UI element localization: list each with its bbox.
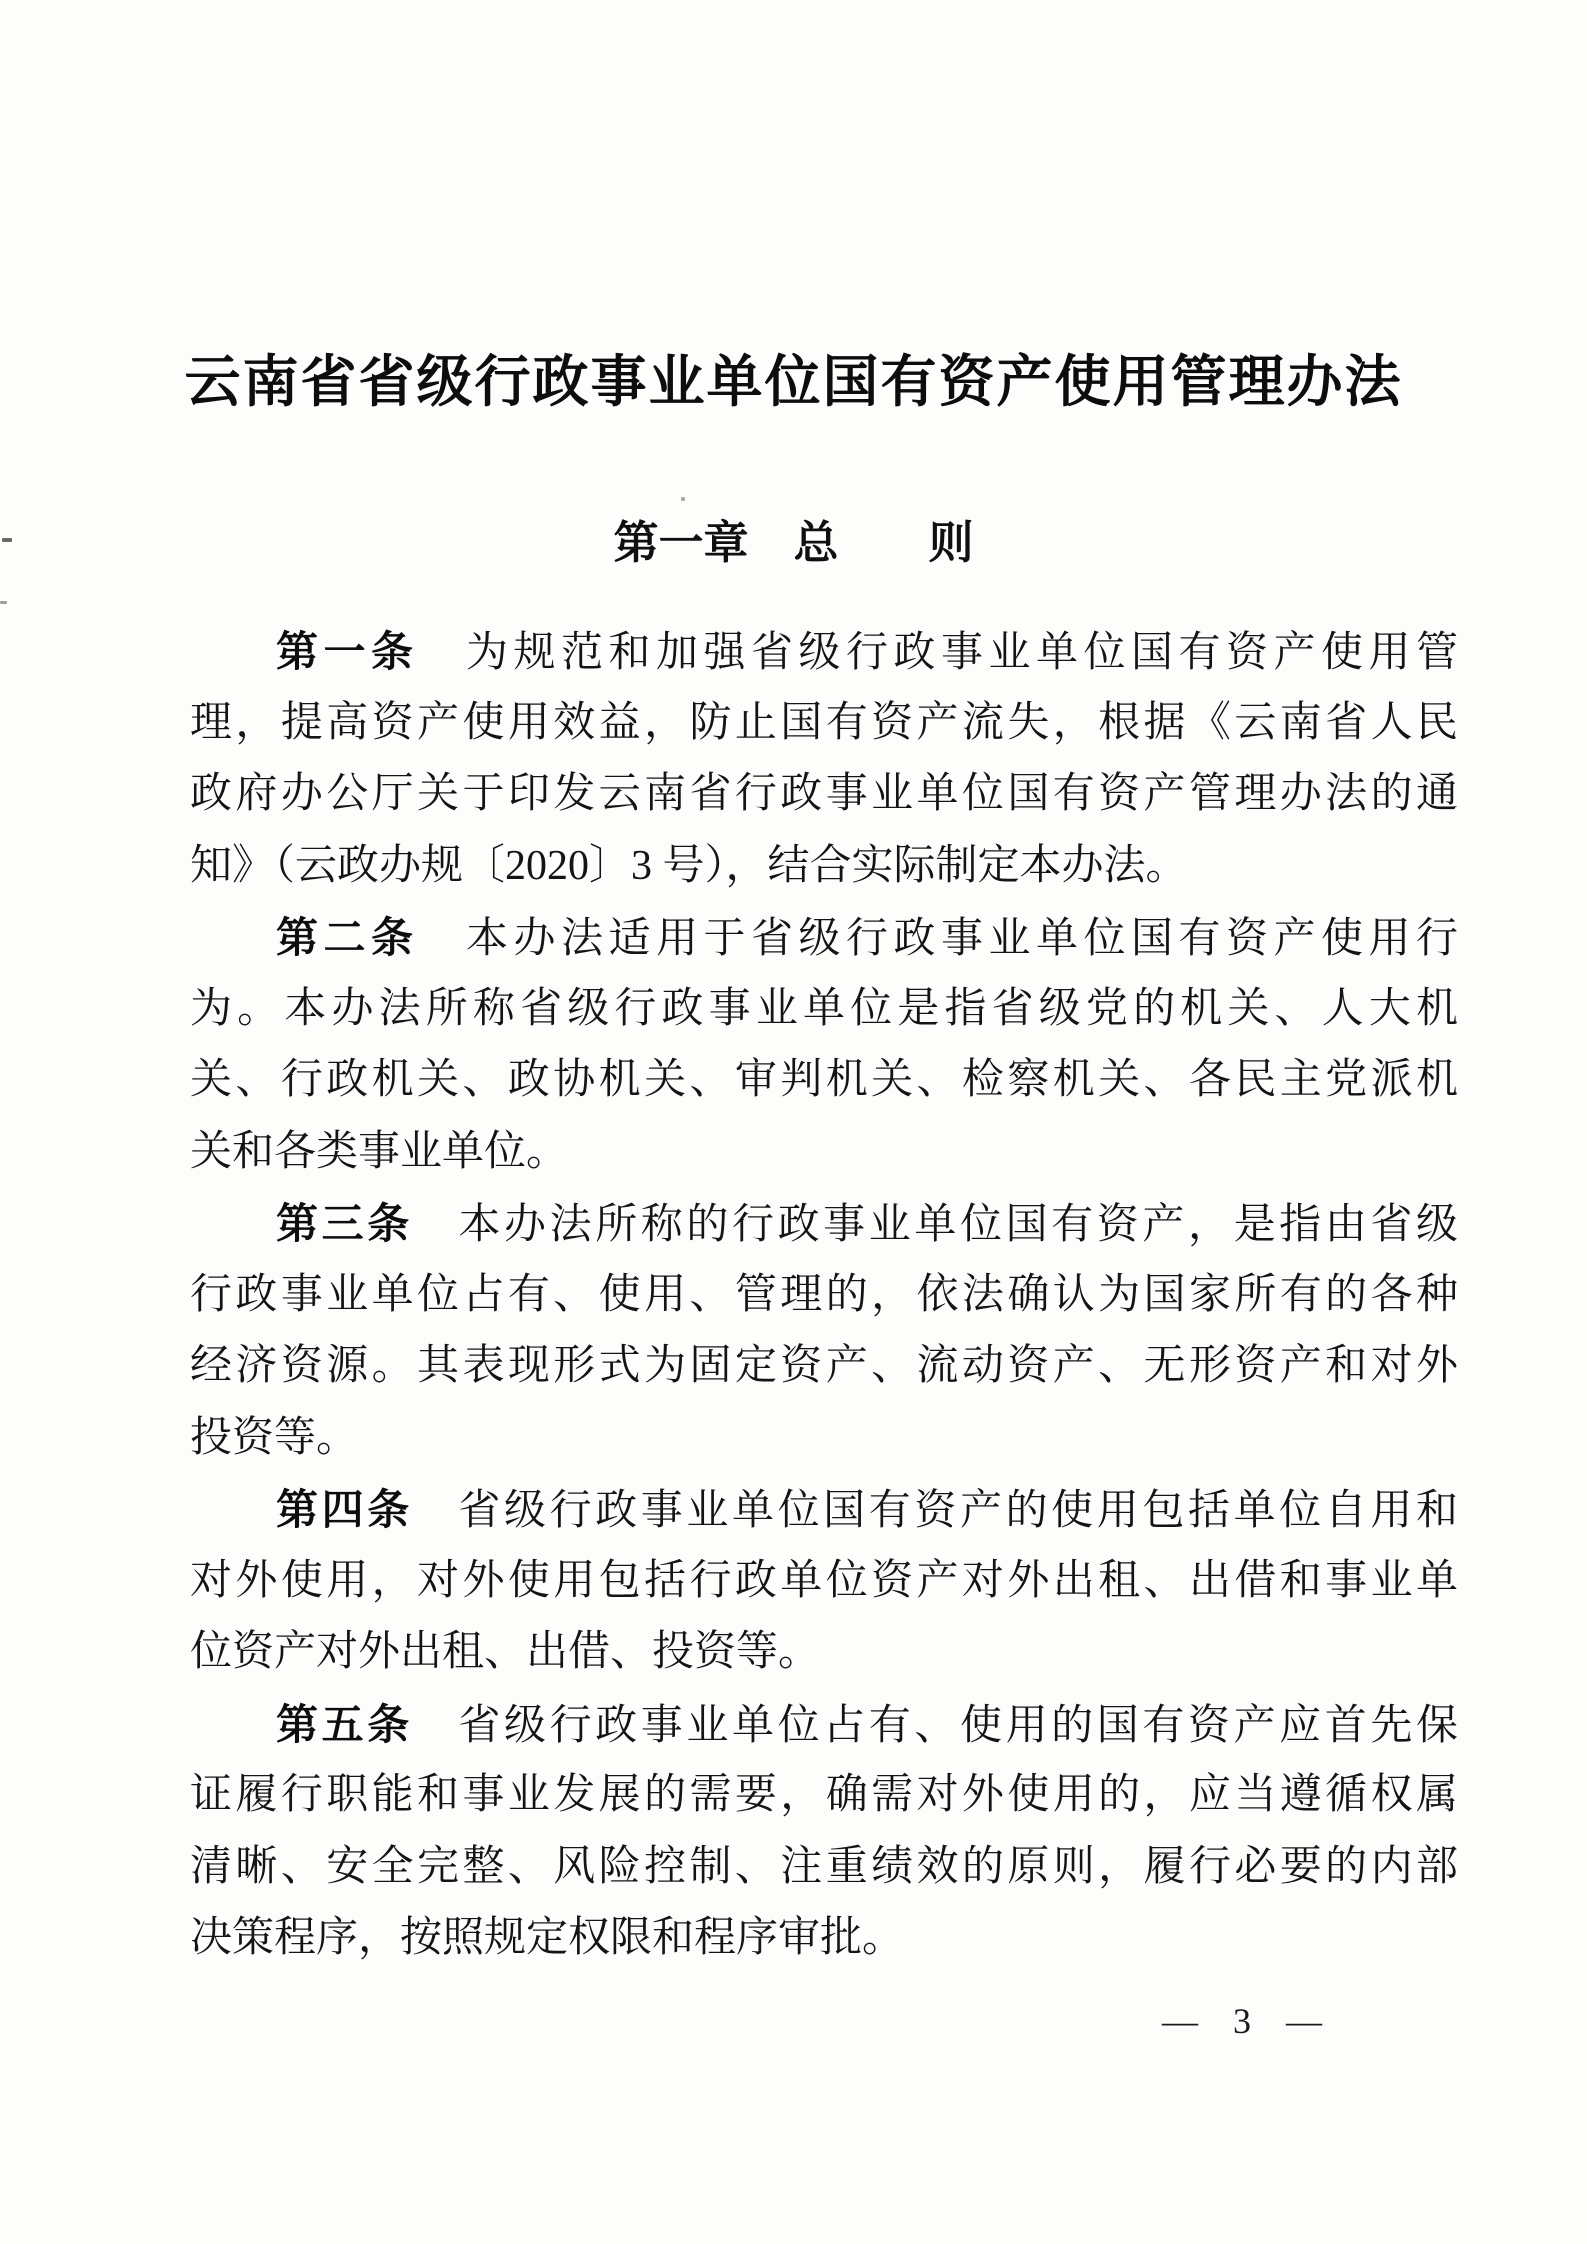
text-line: 证履行职能和事业发展的需要，确需对外使用的，应当遵循权属	[190, 1772, 1458, 1818]
page-number: 3	[1233, 2001, 1251, 2041]
article-first-line: 第三条 本办法所称的行政事业单位国有资产，是指由省级	[276, 1200, 1458, 1248]
article-first-line: 第一条 为规范和加强省级行政事业单位国有资产使用管	[276, 628, 1458, 676]
text-line: 经济资源。其表现形式为固定资产、流动资产、无形资产和对外	[190, 1343, 1458, 1389]
text-line: 投资等。	[190, 1414, 359, 1461]
article-paragraph	[190, 1474, 1458, 1689]
text-line: 清晰、安全完整、风险控制、注重绩效的原则，履行必要的内部	[190, 1843, 1458, 1890]
article-number: 第二条	[276, 914, 419, 961]
scan-artifact	[681, 497, 685, 501]
chapter-heading: 第一章 总 则	[613, 517, 974, 568]
article-number: 第四条	[276, 1486, 413, 1533]
text-line: 决策程序，按照规定权限和程序审批。	[190, 1915, 905, 1961]
text-line: 理，提高资产使用效益，防止国有资产流失，根据《云南省人民	[190, 699, 1458, 746]
article-paragraph	[190, 616, 1458, 902]
article-number: 第五条	[276, 1700, 413, 1748]
article-paragraph	[190, 902, 1458, 1188]
text-line: 关和各类事业单位。	[190, 1128, 569, 1175]
page-footer	[1162, 2000, 1322, 2042]
text-line: 行政事业单位占有、使用、管理的，依法确认为国家所有的各种	[190, 1271, 1458, 1318]
text-line: 位资产对外出租、出借、投资等。	[190, 1629, 821, 1675]
article-paragraph	[190, 1689, 1458, 1975]
text-line: 为。本办法所称省级行政事业单位是指省级党的机关、人大机	[190, 985, 1458, 1032]
footer-dash-left: —	[1162, 2001, 1198, 2041]
scan-artifact	[2, 538, 12, 542]
text-line: 关、行政机关、政协机关、审判机关、检察机关、各民主党派机	[190, 1057, 1458, 1103]
article-number: 第三条	[276, 1200, 413, 1247]
document-title: 云南省省级行政事业单位国有资产使用管理办法	[184, 350, 1403, 413]
article-first-line: 第五条 省级行政事业单位占有、使用的国有资产应首先保	[276, 1700, 1458, 1749]
article-first-line: 第二条 本办法适用于省级行政事业单位国有资产使用行	[276, 914, 1458, 962]
article-first-line: 第四条 省级行政事业单位国有资产的使用包括单位自用和	[276, 1486, 1458, 1534]
text-line: 政府办公厅关于印发云南省行政事业单位国有资产管理办法的通	[190, 771, 1458, 817]
footer-dash-right: —	[1286, 2001, 1322, 2041]
article-paragraph	[190, 1188, 1458, 1474]
text-line: 知》（云政办规〔2020〕3 号），结合实际制定本办法。	[190, 842, 1188, 889]
article-number: 第一条	[276, 628, 419, 675]
scan-artifact	[0, 601, 7, 604]
text-line: 对外使用，对外使用包括行政单位资产对外出租、出借和事业单	[190, 1557, 1458, 1604]
document-body	[190, 616, 1458, 1975]
